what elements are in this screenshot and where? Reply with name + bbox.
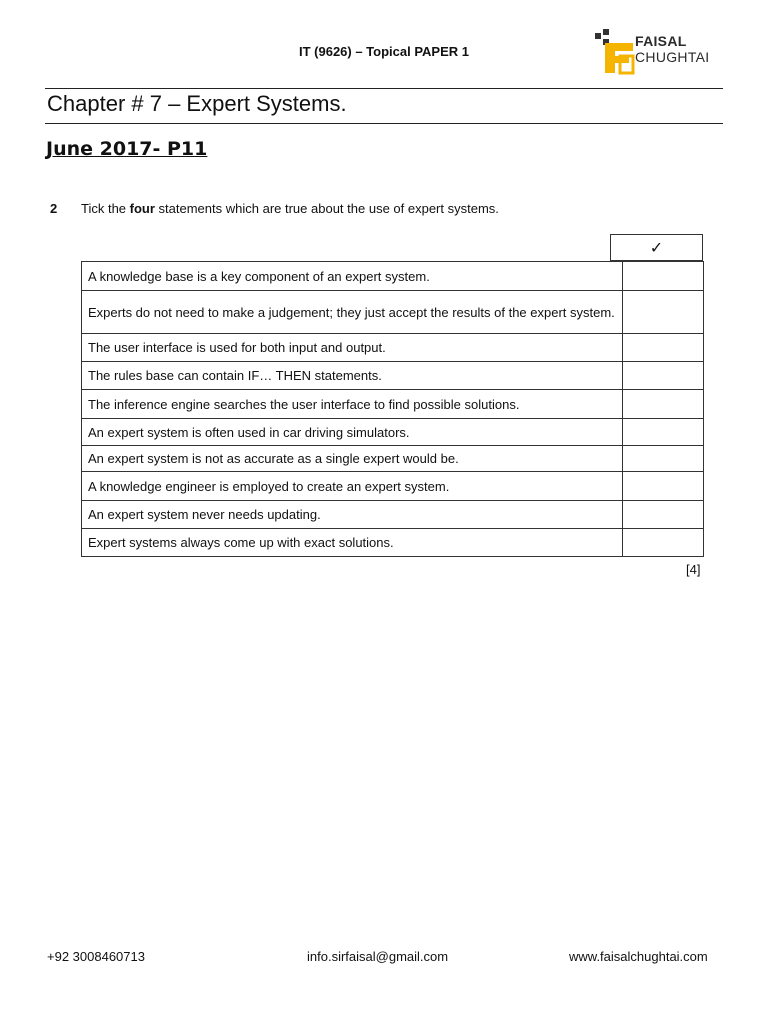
statement-text: A knowledge base is a key component of an expert system. [82,262,623,291]
footer-website[interactable]: www.faisalchughtai.com [569,949,708,964]
statement-text: An expert system never needs updating. [82,501,623,529]
statement-text: An expert system is not as accurate as a single expert would be. [82,446,623,472]
tick-box[interactable] [623,334,704,362]
statements-table [81,261,704,557]
statement-text: The user interface is used for both input and output. [82,334,623,362]
statement-text: An expert system is often used in car driving simulators. [82,419,623,446]
table-row [82,262,704,291]
question-text [81,201,499,216]
brand-logo [593,27,743,75]
table-row [82,334,704,362]
session-title: June 2017- P11 [46,138,208,160]
tick-box[interactable] [623,529,704,557]
table-row [82,419,704,446]
title-bottom-rule [45,123,723,124]
footer-phone: +92 3008460713 [47,949,145,964]
table-row [82,501,704,529]
logo-text-line2: CHUGHTAI [635,49,710,65]
statement-text: The rules base can contain IF… THEN statements. [82,362,623,390]
statement-text: Experts do not need to make a judgement; they just accept the results of the expert system. [82,291,623,334]
chapter-title: Chapter # 7 – Expert Systems. [47,91,347,116]
tick-box[interactable] [623,262,704,291]
statement-text: The inference engine searches the user interface to find possible solutions. [82,390,623,419]
tick-box[interactable] [623,291,704,334]
question-text-emphasis: four [129,201,155,216]
tick-box[interactable] [623,390,704,419]
logo-text-line1: FAISAL [635,33,687,49]
tick-box[interactable] [623,472,704,501]
title-top-rule [45,88,723,89]
table-row [82,529,704,557]
table-row [82,446,704,472]
table-row [82,472,704,501]
statement-text: A knowledge engineer is employed to create an expert system. [82,472,623,501]
question-text-before: Tick the [81,201,130,216]
footer-email[interactable]: info.sirfaisal@gmail.com [307,949,449,964]
marks-label: [4] [686,562,701,577]
table-row [82,362,704,390]
table-row [82,291,704,334]
tick-box[interactable] [623,362,704,390]
tick-column-header: ✓ [610,234,703,261]
header-title: IT (9626) – Topical PAPER 1 [298,44,469,59]
table-row [82,390,704,419]
tick-box[interactable] [623,419,704,446]
faisal-chughtai-logo-mark-icon [593,27,637,75]
question-text-after: statements which are true about the use of expert systems. [154,201,499,216]
tick-box[interactable] [623,501,704,529]
question-number: 2 [50,201,58,216]
tick-box[interactable] [623,446,704,472]
statement-text: Expert systems always come up with exact solutions. [82,529,623,557]
